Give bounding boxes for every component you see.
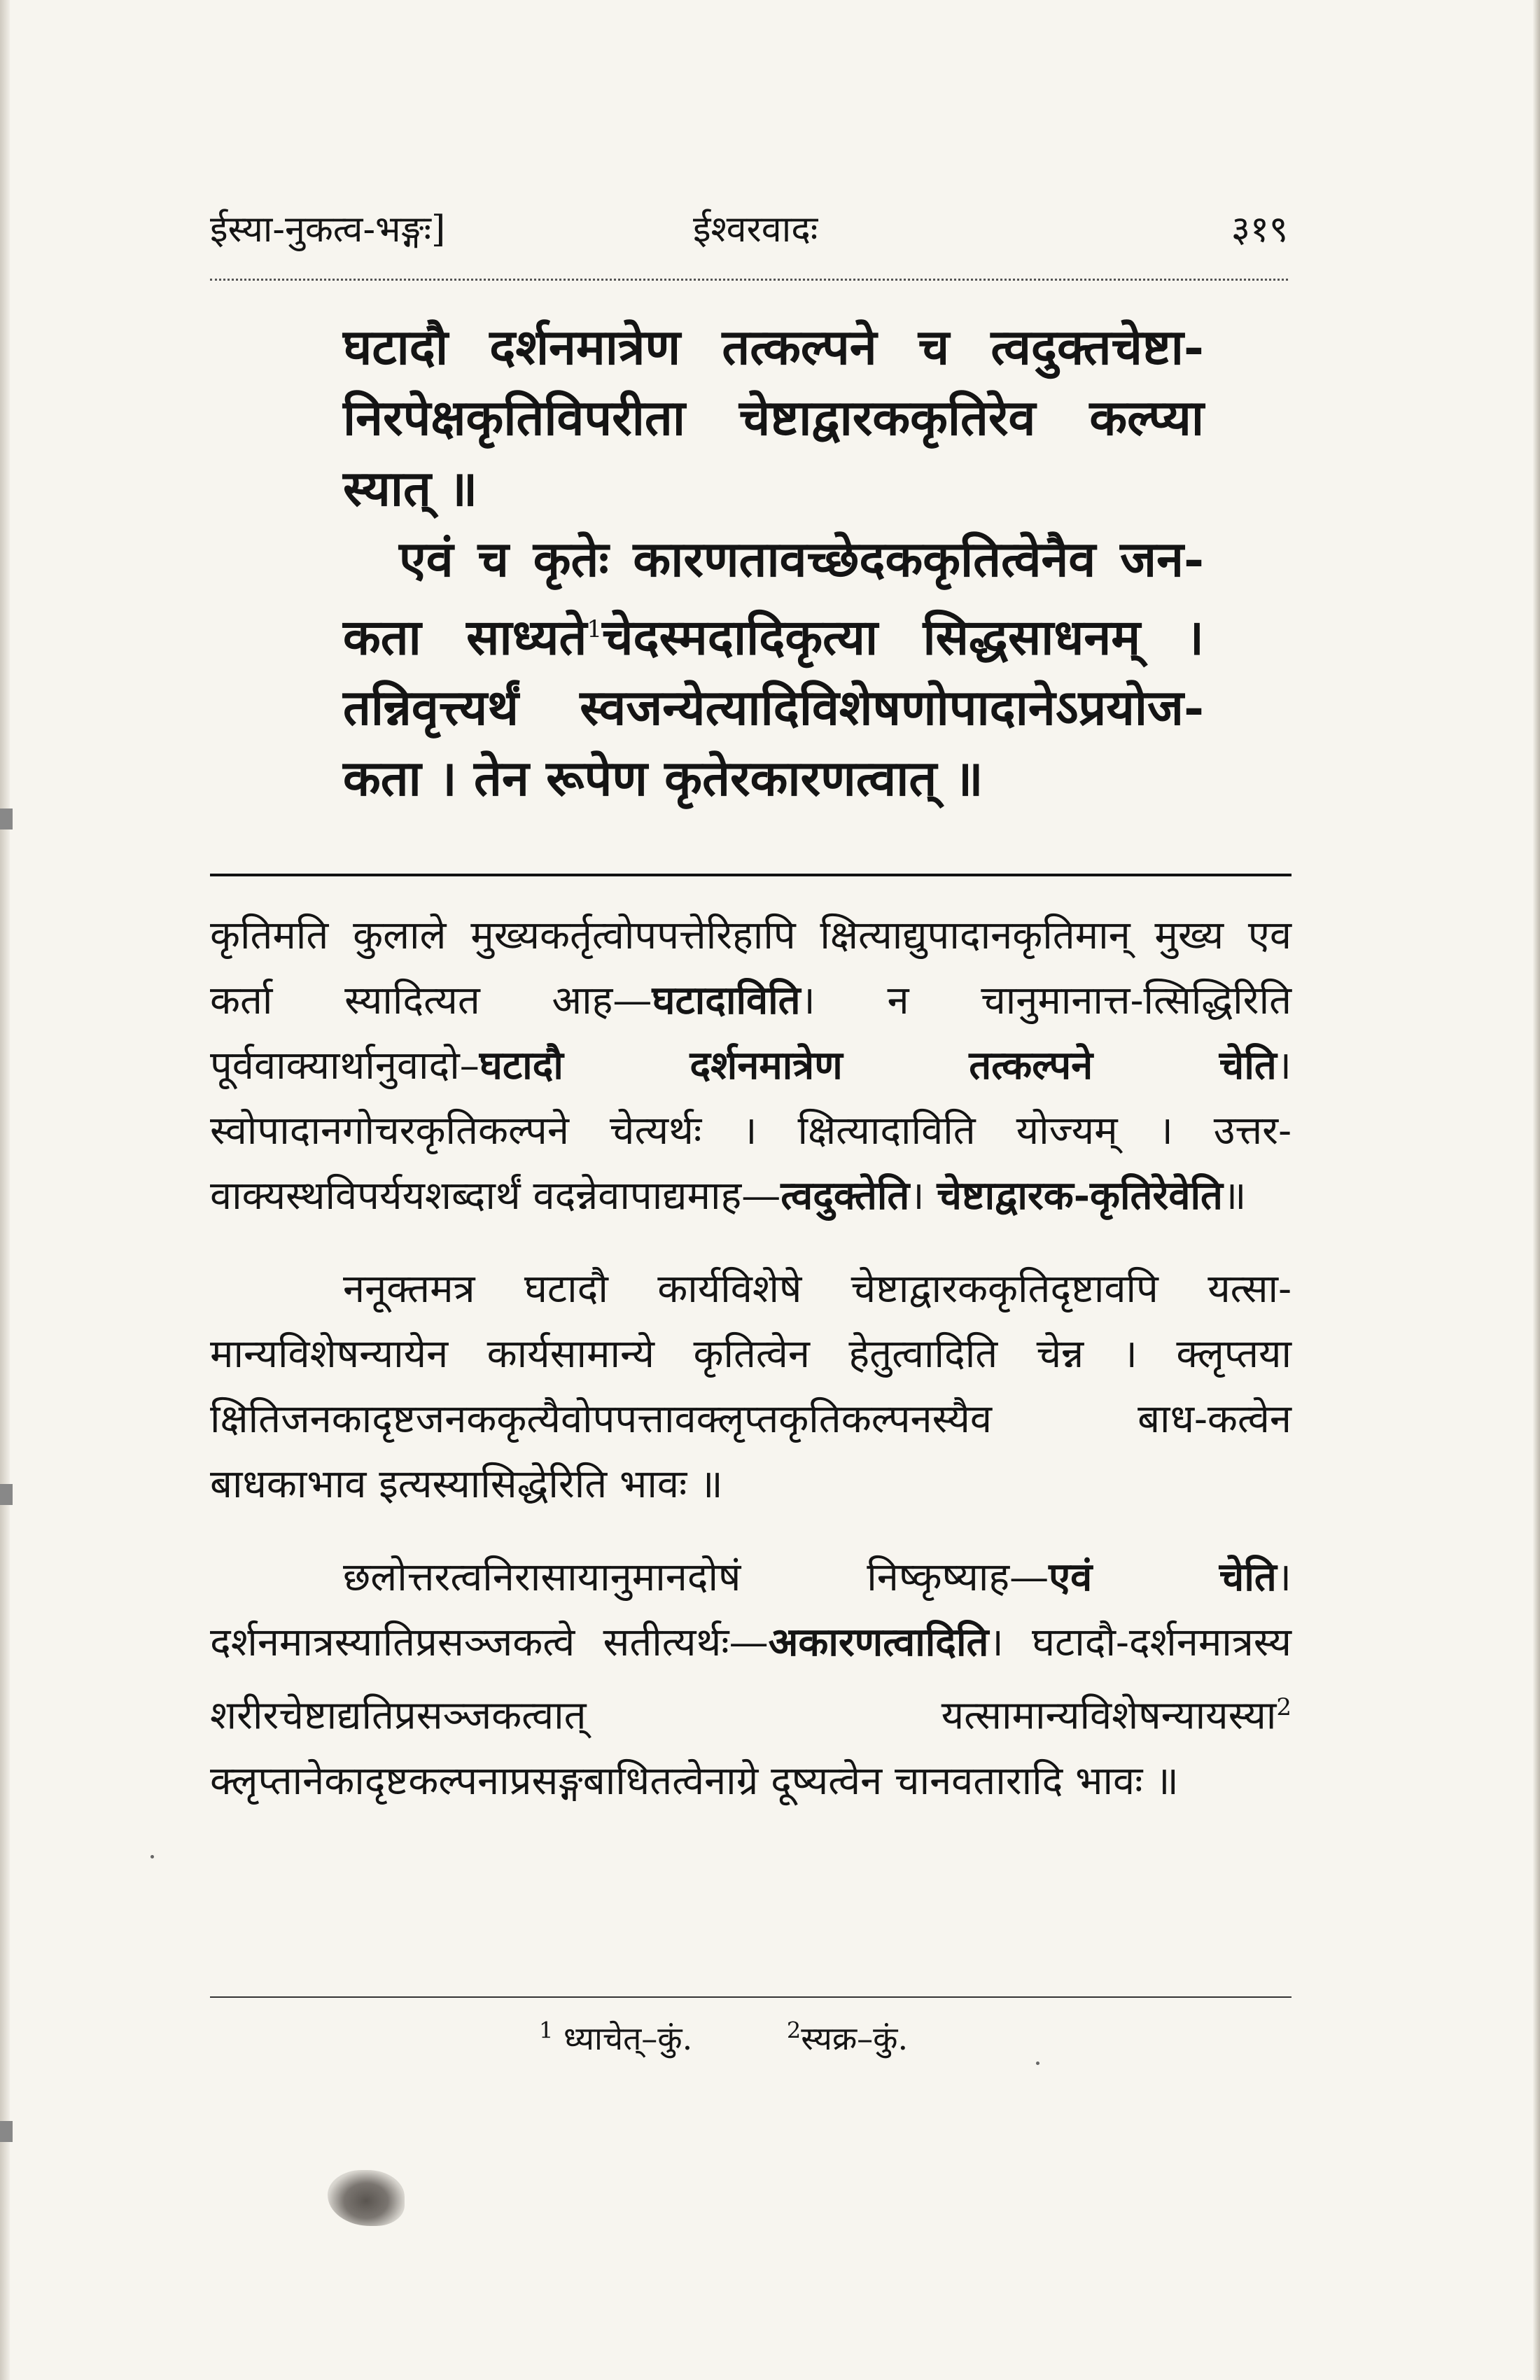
margin-mark: [0, 1484, 13, 1505]
footnote-number: 2: [786, 2017, 802, 2044]
footnotes: [539, 2016, 1169, 2059]
running-header: [210, 203, 1288, 266]
footnote-number: 1: [539, 2017, 554, 2044]
margin-mark: [0, 2121, 13, 2142]
quoted-term: चेष्टाद्वारक-कृतिरेवेति: [937, 1172, 1223, 1219]
root-text-block: [343, 312, 1204, 813]
commentary-block: [210, 903, 1292, 1814]
root-text-paragraph: एवं च कृतेः कारणतावच्छेदककृतित्वेनैव जन-कता साध्यते$^1$चेदस्मदादिकृत्या सिद्धसाधनम् । तन्निवृत्त्यर्थं स्वजन्येत्यादिविशेषणोपादानेऽप्रयोज-कता । तेन रूपेण कृतेरकारणत्वात् ॥: [343, 530, 1204, 808]
quoted-term: घटादाविति: [652, 977, 801, 1023]
footnote: $^2$स्यक्र–कुं.: [786, 2017, 909, 2057]
header-chapter-title: ईश्वरवादः: [693, 209, 818, 251]
footnote: $^1$ ध्याचेत्–कुं.: [539, 2017, 693, 2057]
page-edge-left: [0, 0, 10, 2380]
footnote-marker: 1: [587, 615, 603, 643]
header-section-title: ईस्या-नुकत्व-भङ्गः]: [210, 209, 446, 251]
commentary-paragraph: छलोत्तरत्वनिरासायानुमानदोषं निष्कृष्याह—एवं चेति। दर्शनमात्रस्यातिप्रसञ्जकत्वे सतीत्यर्थः—अकारणत्वादिति। घटादौ-दर्शनमात्रस्य शरीरचेष्टाद्यतिप्रसञ्जकत्वात् यत्सामान्यविशेषन्यायस्या$^2$ क्लृप्तानेकादृष्टकल्पनाप्रसङ्गबाधितत्वेनाग्रे दूष्यत्वेन चानवतारादि भावः ॥: [210, 1554, 1292, 1804]
paper-speck: [1036, 2062, 1040, 2065]
text-commentary-divider: [210, 874, 1292, 876]
margin-mark: [0, 808, 13, 830]
header-divider: [210, 279, 1288, 281]
quoted-term: एवं चेति: [1049, 1554, 1277, 1600]
quoted-term: घटादौ दर्शनमात्रेण तत्कल्पने चेति: [479, 1042, 1277, 1088]
footnote-divider: [210, 1996, 1292, 1998]
page-edge-right: [1533, 0, 1540, 2380]
commentary-paragraph: कृतिमति कुलाले मुख्यकर्तृत्वोपपत्तेरिहापि क्षित्याद्युपादानकृतिमान् मुख्य एव कर्ता स्यादित्यत आह—घटादाविति। न चानुमानात्त-त्सिद्धिरिति पूर्ववाक्यार्थानुवादो–घटादौ दर्शनमात्रेण तत्कल्पने चेति। स्वोपादानगोचरकृतिकल्पने चेत्यर्थः । क्षित्यादाविति योज्यम् । उत्तर-वाक्यस्थविपर्ययशब्दार्थं वदन्नेवापाद्यमाह—त्वदुक्तेति। चेष्टाद्वारक-कृतिरेवेति॥: [210, 913, 1292, 1219]
paper-speck: [150, 1855, 154, 1858]
quoted-term: त्वदुक्तेति: [780, 1172, 910, 1219]
root-text-paragraph: घटादौ दर्शनमात्रेण तत्कल्पने च त्वदुक्तचेष्टा-निरपेक्षकृतिविपरीता चेष्टाद्वारककृतिरेव कल्प्या स्यात् ॥: [343, 318, 1204, 517]
page-number: ३१९: [1231, 209, 1288, 251]
ink-stain: [328, 2170, 405, 2226]
footnote-marker: 2: [1276, 1693, 1292, 1721]
quoted-term: अकारणत्वादिति: [768, 1619, 989, 1665]
commentary-paragraph: ननूक्तमत्र घटादौ कार्यविशेषे चेष्टाद्वारककृतिदृष्टावपि यत्सा-मान्यविशेषन्यायेन कार्यसामान्ये कृतित्वेन हेतुत्वादिति चेन्न । क्लृप्तया क्षितिजनकादृष्टजनककृत्यैवोपपत्तावक्लृप्तकृतिकल्पनस्यैव बाध-कत्वेन बाधकाभाव इत्यस्यासिद्धेरिति भावः ॥: [210, 1266, 1292, 1507]
